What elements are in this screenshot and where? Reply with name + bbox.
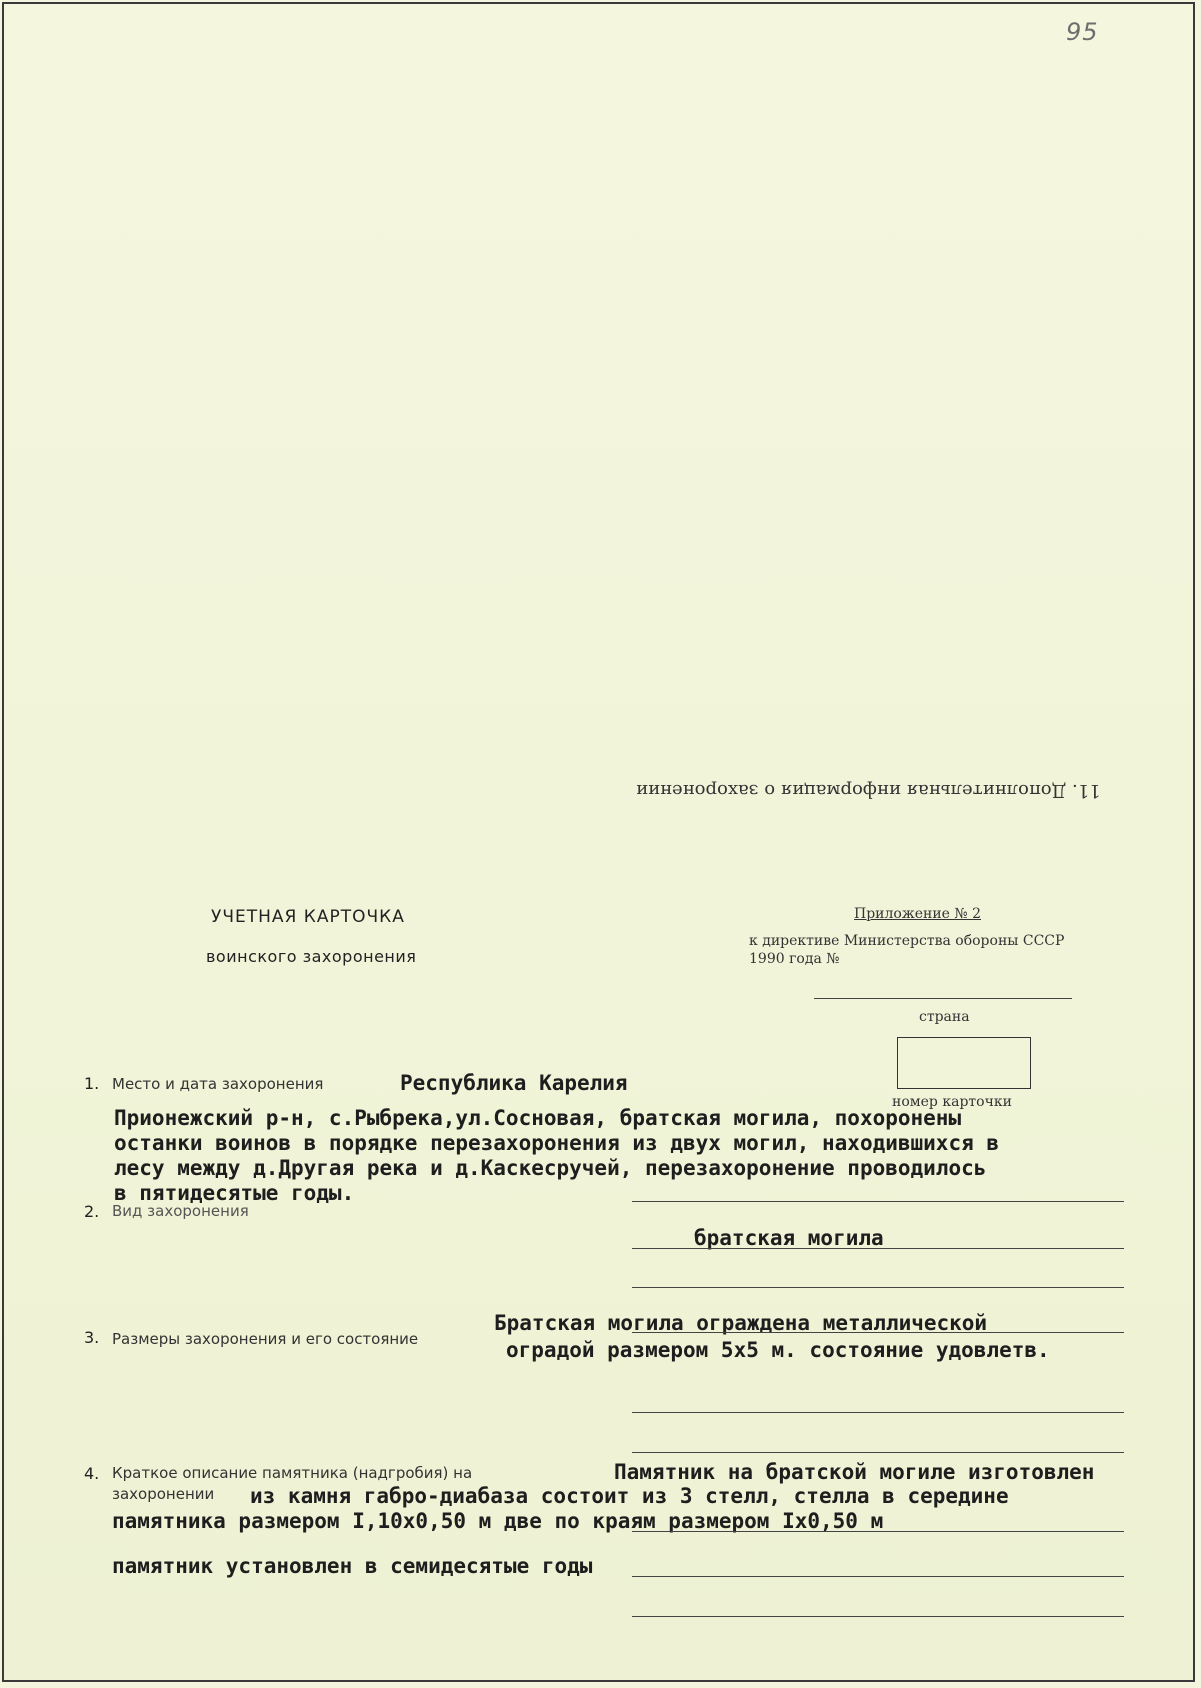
section4-line1: Памятник на братской могиле изготовлен xyxy=(614,1460,1095,1484)
section2-label: Вид захоронения xyxy=(112,1202,249,1220)
card-subtitle: воинского захоронения xyxy=(206,947,417,966)
section4-line2: из камня габро-диабаза состоит из 3 стелл, стелла в середине xyxy=(250,1484,1009,1508)
card-number-box xyxy=(897,1037,1031,1089)
section4-label-line1: Краткое описание памятника (надгробия) на xyxy=(112,1464,473,1482)
corner-note: 95 xyxy=(1066,18,1099,46)
document-page xyxy=(2,2,1195,1682)
section3-rule1 xyxy=(632,1332,1124,1333)
appendix-line2: 1990 года № xyxy=(749,951,840,967)
section2-number: 2. xyxy=(84,1202,100,1221)
section2-rule1 xyxy=(632,1248,1124,1249)
section4-line3: памятника размером I,10х0,50 м две по краям размером Iх0,50 м xyxy=(112,1509,884,1533)
appendix-line1: к директиве Министерства обороны СССР xyxy=(749,933,1065,949)
section4-rule3 xyxy=(632,1616,1124,1617)
section3-line1: Братская могила ограждена металлической xyxy=(494,1311,988,1335)
section4-label-line2: захоронении xyxy=(112,1485,215,1503)
section1-line3: лесу между д.Другая река и д.Каскесручей, перезахоронение проводилось xyxy=(114,1156,987,1180)
section1-line2: останки воинов в порядке перезахоронения из двух могил, находившихся в xyxy=(114,1131,1000,1155)
section4-rule1 xyxy=(632,1531,1124,1532)
upside-down-heading: 11. Дополнительная информация о захоронении xyxy=(636,780,1101,801)
section1-label: Место и дата захоронения xyxy=(112,1075,324,1093)
appendix-label: Приложение № 2 xyxy=(854,906,981,922)
section2-rule2 xyxy=(632,1287,1124,1288)
country-line xyxy=(814,998,1072,999)
section1-value-first: Республика Карелия xyxy=(400,1071,628,1095)
section3-rule2 xyxy=(632,1412,1124,1413)
card-number-label: номер карточки xyxy=(892,1094,1012,1110)
section4-line4: памятник установлен в семидесятые годы xyxy=(112,1554,593,1578)
section1-number: 1. xyxy=(84,1074,100,1093)
section3-label: Размеры захоронения и его состояние xyxy=(112,1330,419,1348)
country-label: страна xyxy=(919,1009,970,1025)
section4-rule2 xyxy=(632,1576,1124,1577)
card-title: УЧЕТНАЯ КАРТОЧКА xyxy=(211,907,405,927)
section2-value: братская могила xyxy=(694,1226,884,1250)
section1-line4: в пятидесятые годы. xyxy=(114,1181,355,1205)
section4-number: 4. xyxy=(84,1464,100,1483)
section3-rule3 xyxy=(632,1452,1124,1453)
section3-line2: оградой размером 5х5 м. состояние удовлетв. xyxy=(506,1338,1050,1362)
section1-rule xyxy=(632,1201,1124,1202)
section1-line1: Прионежский р-н, с.Рыбрека,ул.Сосновая, братская могила, похоронены xyxy=(114,1106,962,1130)
section3-number: 3. xyxy=(84,1328,100,1347)
